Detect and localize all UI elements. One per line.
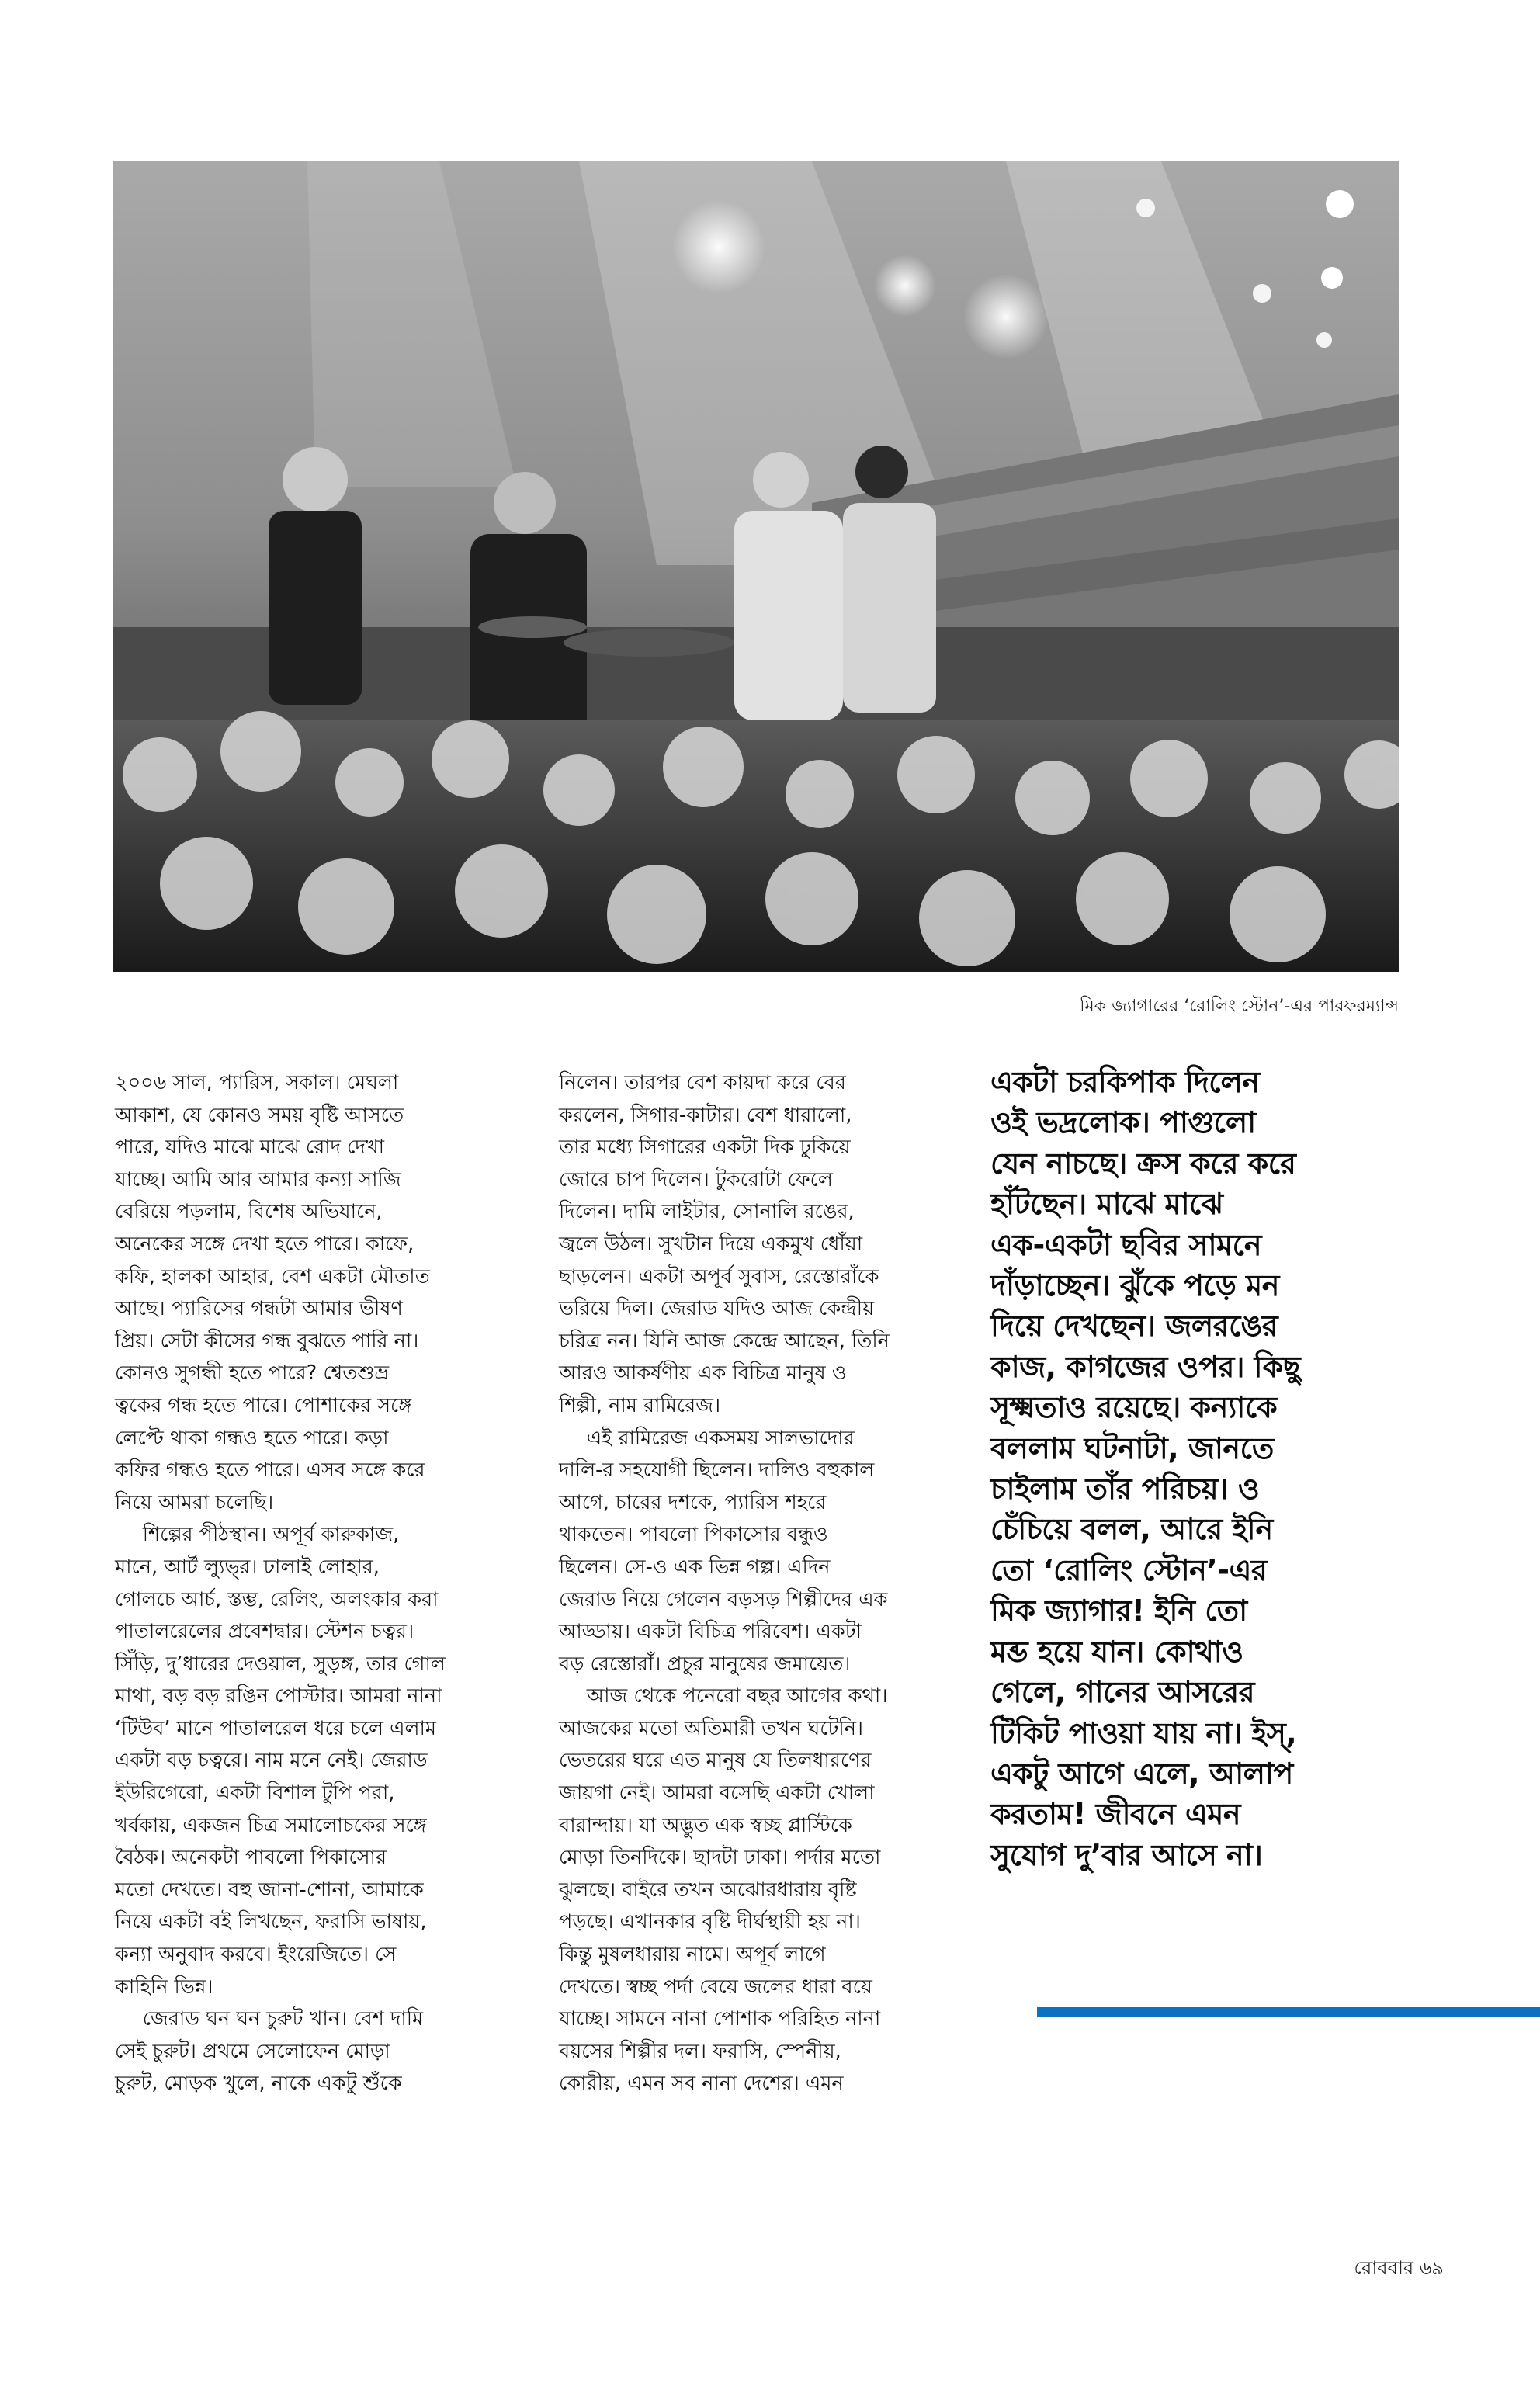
text-line: পড়ছে। এখানকার বৃষ্টি দীর্ঘস্থায়ী হয় না। [559,1910,861,1934]
pull-quote-line: মব্ড হয়ে যান। কোথাও [990,1634,1243,1669]
text-line: আছে। প্যারিসের গন্ধটা আমার ভীষণ [115,1297,403,1321]
pull-quote-line: চাইলাম তাঁর পরিচয়। ও [990,1472,1260,1507]
text-line: দালি-র সহযোগী ছিলেন। দালিও বহুকাল [559,1458,875,1483]
text-line: তার মধ্যে সিগারের একটা দিক ঢুকিয়ে [559,1136,851,1160]
text-line: ভেতরের ঘরে এত মানুষ যে তিলধারণের [559,1749,872,1773]
text-line: আড্ডায়। একটা বিচিত্র পরিবেশ। একটা [559,1620,862,1644]
pull-quote-line: একটা চরকিপাক দিলেন [990,1065,1260,1099]
paragraph [115,1519,534,2003]
text-line: করলেন, সিগার-কাটার। বেশ ধারালো, [559,1103,852,1127]
text-line: মানে, আর্ট ল্যুভ্‌র। ঢালাই লোহার, [115,1555,380,1579]
pull-quote-line: চেঁচিয়ে বলল, আরে ইনি [990,1512,1273,1547]
text-line: বেরিয়ে পড়লাম, বিশেষ অভিযানে, [115,1200,383,1224]
text-line: জেরাড নিয়ে গেলেন বড়সড় শিল্পীদের এক [559,1587,888,1611]
page-folio: রোববার ৬৯ [1354,2257,1444,2279]
pull-quote-line: কাজ, কাগজের ওপর। কিছু [990,1349,1301,1384]
text-line: জ্বলে উঠল। সুখটান দিয়ে একমুখ ধোঁয়া [559,1232,863,1256]
pull-quote-line: করতাম! জীবনে এমন [990,1797,1241,1832]
text-line: আরও আকর্ষণীয় এক বিচিত্র মানুষ ও [559,1361,847,1386]
text-line: মাথা, বড় বড় রঙিন পোস্টার। আমরা নানা [115,1684,442,1708]
text-line: কফি, হালকা আহার, বেশ একটা মৌতাত [115,1264,430,1288]
text-line: কন্যা অনুবাদ করবে। ইংরেজিতে। সে [115,1943,397,1967]
text-line: চরিত্র নন। যিনি আজ কেন্দ্রে আছেন, তিনি [559,1329,890,1353]
text-line: ঝুলছে। বাইরে তখন অঝোরধারায় বৃষ্টি [559,1878,857,1902]
text-line: শিল্পী, নাম রামিরেজ। [559,1393,721,1417]
pull-quote-line: ওই ভদ্রলোক। পাগুলো [990,1105,1256,1140]
text-line: বয়সের শিল্পীর দল। ফরাসি, স্পেনীয়, [559,2039,841,2063]
pull-quote-line: সূক্ষ্মতাও রয়েছে। কন্যাকে [990,1390,1278,1425]
pull-quote-line: দাঁড়াচ্ছেন। ঝুঁকে পড়ে মন [990,1268,1279,1303]
pull-quote-line: বললাম ঘটনাটা, জানতে [990,1431,1274,1465]
text-line: সিঁড়ি, দু’ধারের দেওয়াল, সুড়ঙ্গ, তার গোল [115,1652,446,1676]
text-line: সেই চুরুট। প্রথমে সেলোফেন মোড়া [115,2039,390,2063]
text-line: ইউরিগেরো, একটা বিশাল টুপি পরা, [115,1781,395,1805]
text-line: মতো দেখতে। বহু জানা-শোনা, আমাকে [115,1878,424,1902]
text-line: নিয়ে একটা বই লিখছেন, ফরাসি ভাষায়, [115,1910,427,1934]
text-line: ছাড়লেন। একটা অপূর্ব সুবাস, রেস্তোরাঁকে [559,1264,879,1288]
pull-quote-line: মিক জ্যাগার! ইনি তো [990,1594,1247,1628]
text-line: দিলেন। দামি লাইটার, সোনালি রঙের, [559,1200,855,1224]
text-line: খর্বকায়, একজন চিত্র সমালোচকের সঙ্গে [115,1813,427,1837]
text-line: থাকতেন। পাবলো পিকাসোর বন্ধুও [559,1523,828,1547]
text-line: কিন্তু মুষলধারায় নামে। অপূর্ব লাগে [559,1943,826,1967]
text-line: শিল্পের পীঠস্থান। অপূর্ব কারুকাজ, [142,1523,400,1547]
paragraph [115,1067,534,1519]
text-line: প্রিয়। সেটা কীসের গন্ধ বুঝতে পারি না। [115,1329,419,1353]
concert-photo-illustration [113,161,1399,972]
text-line: যাচ্ছে। আমি আর আমার কন্যা সাজি [115,1167,401,1191]
text-line: চুরুট, মোড়ক খুলে, নাকে একটু শুঁকে [115,2072,402,2096]
text-line: আকাশ, যে কোনও সময় বৃষ্টি আসতে [115,1103,404,1127]
paragraph [559,1680,982,2100]
text-line: একটা বড় চত্বরে। নাম মনে নেই। জেরাড [115,1749,428,1773]
photo-caption: মিক জ্যাগারের ‘রোলিং স্টোন’-এর পারফরম্যান্স [1080,997,1399,1016]
text-line: লেপ্টে থাকা গন্ধও হতে পারে। কড়া [115,1426,389,1450]
text-line: আগে, চারের দশকে, প্যারিস শহরে [559,1490,827,1514]
concert-photo [113,161,1399,972]
text-line: নিয়ে আমরা চলেছি। [115,1490,274,1514]
article-column-1 [115,1067,534,2100]
pull-quote-line: তো ‘রোলিং স্টোন’-এর [990,1552,1268,1587]
pull-quote-line: একটু আগে এলে, আলাপ [990,1756,1293,1791]
text-line: বারান্দায়। যা অদ্ভুত এক স্বচ্ছ প্লাস্টিকে [559,1813,852,1837]
text-line: ২০০৬ সাল, প্যারিস, সকাল। মেঘলা [115,1071,399,1094]
pull-quote-line: যেন নাচছে। ক্রস করে করে [990,1146,1296,1181]
text-line: অনেকের সঙ্গে দেখা হতে পারে। কাফে, [115,1232,414,1256]
pull-quote-line: টিকিট পাওয়া যায় না। ইস্, [990,1715,1297,1750]
text-line: কাহিনি ভিন্ন। [115,1975,213,1999]
text-line: মোড়া তিনদিকে। ছাদটা ঢাকা। পর্দার মতো [559,1846,881,1870]
paragraph [559,1067,982,1423]
paragraph [115,2003,534,2100]
text-line: আজ থেকে পনেরো বছর আগের কথা। [586,1684,888,1708]
pull-quote-line: এক-একটা ছবির সামনে [990,1227,1262,1262]
text-line: যাচ্ছে। সামনে নানা পোশাক পরিহিত নানা [559,2007,881,2031]
text-line: নিলেন। তারপর বেশ কায়দা করে বের [559,1071,846,1094]
pull-quote [990,1062,1421,1875]
text-line: কোনও সুগন্ধী হতে পারে? শ্বেতশুভ্র [115,1361,390,1386]
text-line: ‘টিউব’ মানে পাতালরেল ধরে চলে এলাম [115,1716,437,1740]
text-line: জায়গা নেই। আমরা বসেছি একটা খোলা [559,1781,875,1805]
text-line: জোরে চাপ দিলেন। টুকরোটা ফেলে [559,1167,833,1191]
text-line: কফির গন্ধও হতে পারে। এসব সঙ্গে করে [115,1458,425,1483]
article-column-2 [559,1067,982,2100]
text-line: পারে, যদিও মাঝে মাঝে রোদ দেখা [115,1136,385,1160]
text-line: বৈঠক। অনেকটা পাবলো পিকাসোর [115,1846,387,1870]
pull-quote-line: হাঁটছেন। মাঝে মাঝে [990,1187,1223,1222]
text-line: ভরিয়ে দিল। জেরাড যদিও আজ কেন্দ্রীয় [559,1297,875,1321]
accent-rule [1037,2007,1540,2017]
paragraph [559,1423,982,1681]
text-line: গোলচে আর্চ, স্তম্ভ, রেলিং, অলংকার করা [115,1587,439,1611]
pull-quote-line: দিয়ে দেখছেন। জলরঙের [990,1309,1278,1344]
text-line: এই রামিরেজ একসময় সালভাদোর [586,1426,855,1450]
text-line: ত্বকের গন্ধ হতে পারে। পোশাকের সঙ্গে [115,1393,412,1417]
text-line: আজকের মতো অতিমারী তখন ঘটেনি। [559,1716,864,1740]
pull-quote-line: গেলে, গানের আসরের [990,1675,1255,1710]
pull-quote-line: সুযোগ দু’বার আসে না। [990,1837,1263,1872]
text-line: ছিলেন। সে-ও এক ভিন্ন গল্প। এদিন [559,1555,831,1579]
text-line: জেরাড ঘন ঘন চুরুট খান। বেশ দামি [142,2007,424,2031]
text-line: বড় রেস্তোরাঁ। প্রচুর মানুষের জমায়েত। [559,1652,851,1676]
text-line: কোরীয়, এমন সব নানা দেশের। এমন [559,2072,844,2096]
text-line: দেখতে। স্বচ্ছ পর্দা বেয়ে জলের ধারা বয়ে [559,1975,872,1999]
text-line: পাতালরেলের প্রবেশদ্বার। স্টেশন চত্বর। [115,1620,414,1644]
